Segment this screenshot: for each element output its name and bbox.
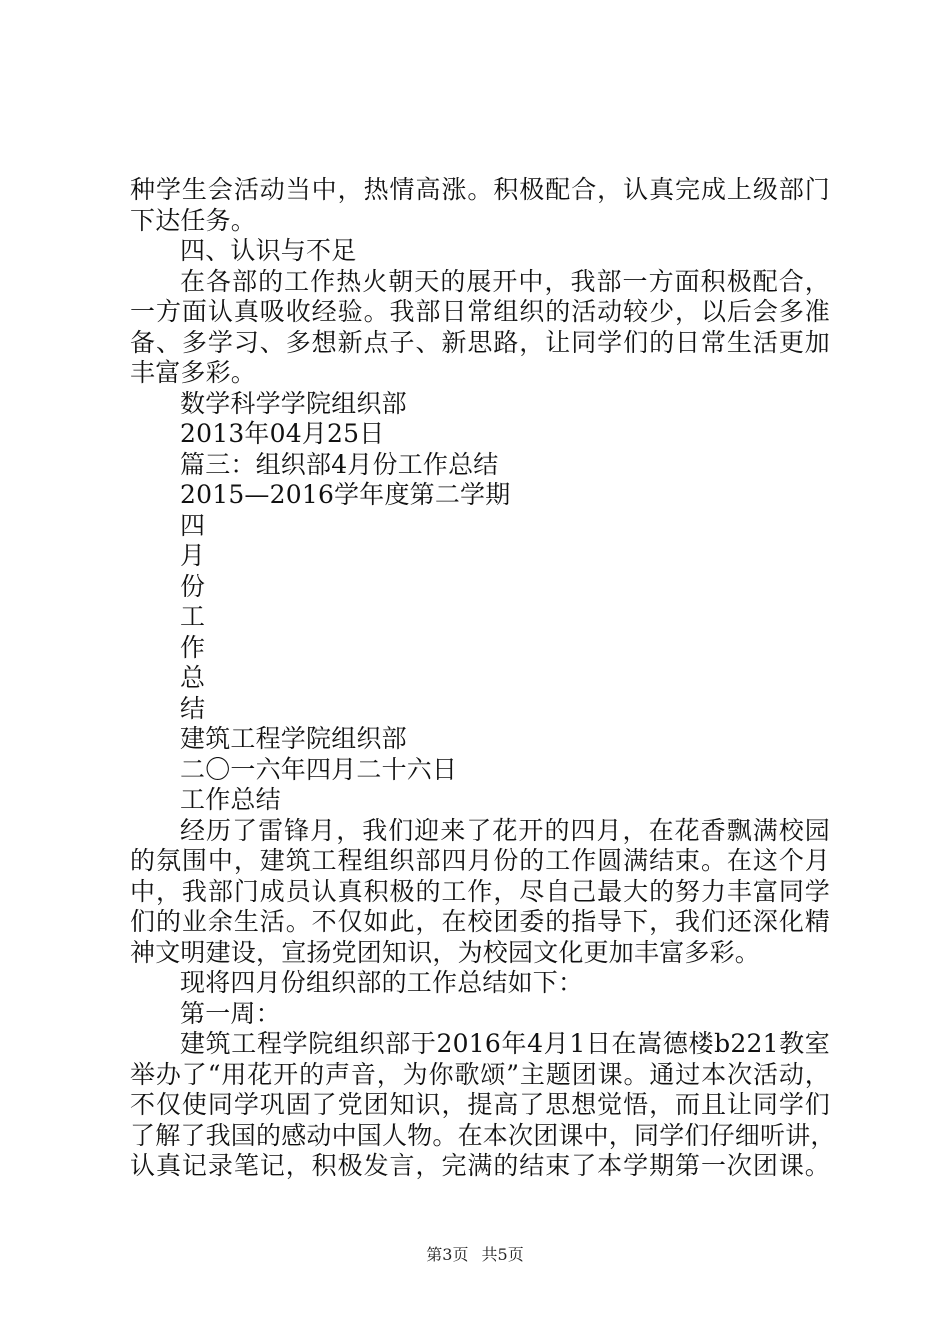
text-line: 工作总结 bbox=[180, 785, 281, 814]
page-number: 第3页 bbox=[426, 1245, 469, 1264]
text-line: 工 bbox=[180, 602, 206, 631]
text-line: 的氛围中，建筑工程组织部四月份的工作圆满结束。在这个月 bbox=[130, 846, 830, 875]
text-line: 现将四月份组织部的工作总结如下： bbox=[180, 968, 584, 997]
text-line: 认真记录笔记，积极发言，完满的结束了本学期第一次团课。 bbox=[130, 1151, 830, 1180]
text-line: 总 bbox=[180, 663, 206, 692]
text-line: 份 bbox=[180, 571, 206, 601]
text-line: 丰富多彩。 bbox=[130, 358, 257, 387]
page-total: 共5页 bbox=[481, 1245, 524, 1264]
text-line: 神文明建设，宣扬党团知识，为校园文化更加丰富多彩。 bbox=[130, 937, 761, 967]
text-line: 2015—2016学年度第二学期 bbox=[180, 480, 511, 509]
text-line: 二〇一六年四月二十六日 bbox=[180, 754, 458, 784]
text-line: 经历了雷锋月，我们迎来了花开的四月，在花香飘满校园 bbox=[180, 815, 830, 845]
text-line: 中，我部门成员认真积极的工作，尽自己最大的努力丰富同学 bbox=[130, 876, 830, 906]
text-line: 月 bbox=[180, 541, 206, 570]
text-line: 种学生会活动当中，热情高涨。积极配合，认真完成上级部门 bbox=[130, 175, 830, 204]
text-line: 数学科学学院组织部 bbox=[180, 388, 407, 418]
text-line: 在各部的工作热火朝天的展开中，我部一方面积极配合， bbox=[180, 266, 830, 296]
text-line: 四 bbox=[180, 510, 206, 540]
text-line: 备、多学习、多想新点子、新思路，让同学们的日常生活更加 bbox=[130, 327, 830, 357]
text-line: 结 bbox=[180, 693, 206, 723]
page-footer bbox=[0, 1242, 950, 1265]
text-line: 下达任务。 bbox=[130, 205, 257, 235]
text-line: 四、认识与不足 bbox=[180, 236, 357, 265]
text-line: 举办了“用花开的声音，为你歌颂”主题团课。通过本次活动， bbox=[130, 1059, 830, 1089]
text-line: 建筑工程学院组织部于2016年4月1日在嵩德楼b221教室 bbox=[180, 1029, 830, 1058]
text-line: 一方面认真吸收经验。我部日常组织的活动较少，以后会多准 bbox=[130, 297, 830, 326]
text-line: 2013年04月25日 bbox=[180, 419, 385, 448]
text-line: 篇三：组织部4月份工作总结 bbox=[180, 449, 499, 479]
text-line: 建筑工程学院组织部 bbox=[180, 724, 407, 753]
text-line: 作 bbox=[180, 632, 206, 662]
text-line: 不仅使同学巩固了党团知识，提高了思想觉悟，而且让同学们 bbox=[130, 1090, 830, 1119]
text-line: 第一周： bbox=[180, 998, 281, 1028]
text-line: 们的业余生活。不仅如此，在校团委的指导下，我们还深化精 bbox=[130, 907, 830, 936]
text-line: 了解了我国的感动中国人物。在本次团课中，同学们仔细听讲， bbox=[130, 1120, 836, 1150]
document-body bbox=[130, 175, 836, 1182]
